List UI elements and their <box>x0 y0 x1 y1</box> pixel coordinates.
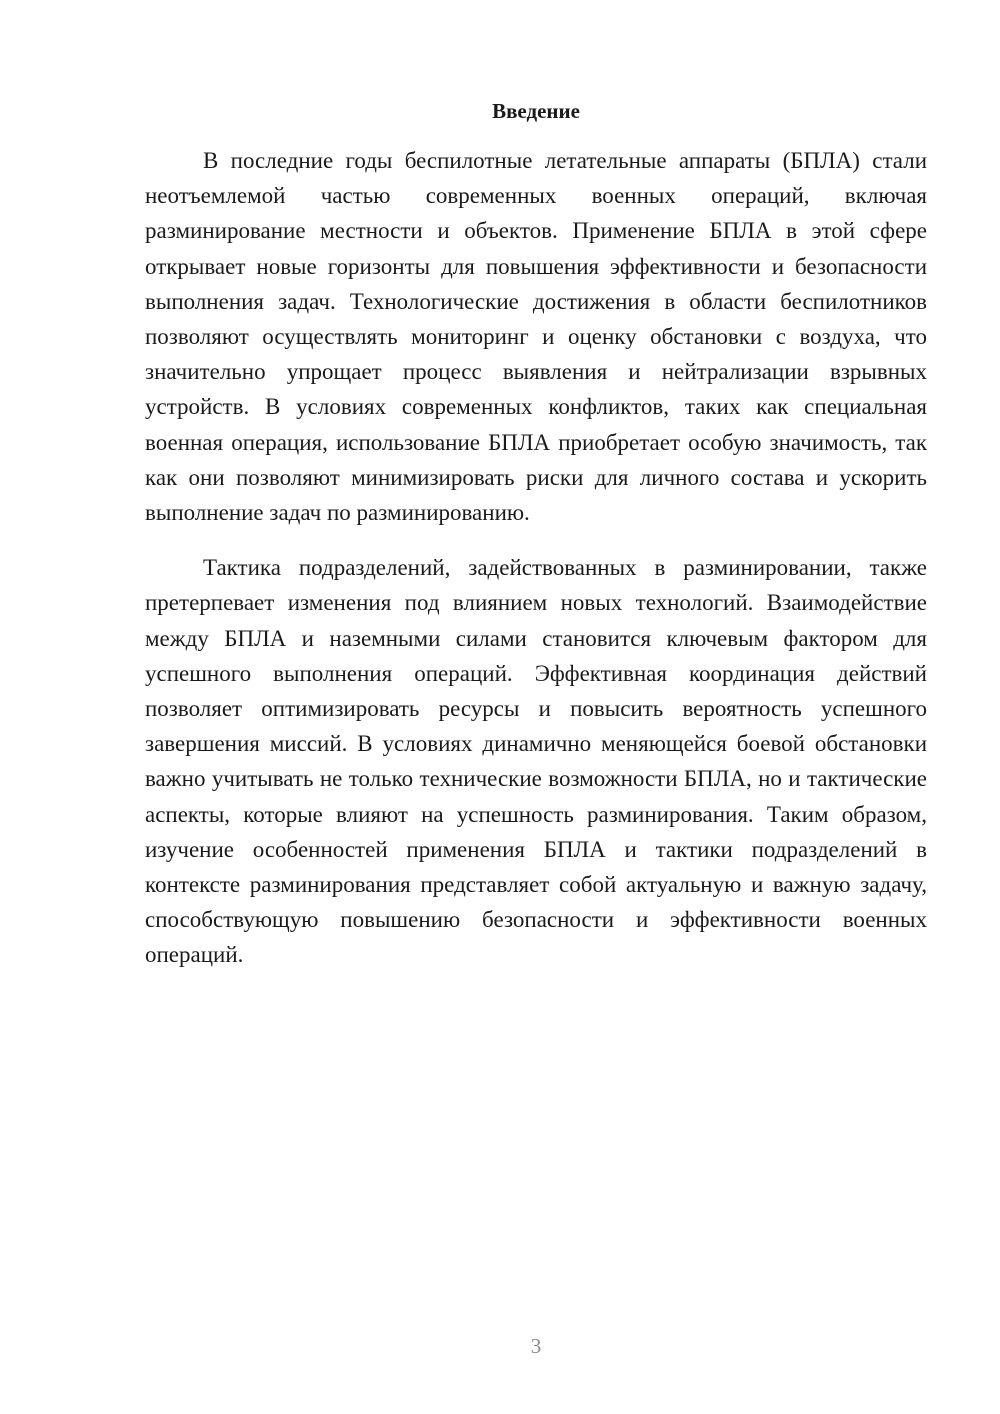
paragraph-2: Тактика подразделений, задействованных в разминировании, также претерпевает изменения под влиянием новых технологий. Взаимодействие между БПЛА и наземными силами становится ключевым фактором для успешного выполнения операций. Эффективная координация действий позволяет оптимизировать ресурсы и повысить вероятность успешного завершения миссий. В условиях динамично меняющейся боевой обстановки важно учитывать не только технические возможности БПЛА, но и тактические аспекты, которые влияют на успешность разминирования. Таким образом, изучение особенностей применения БПЛА и тактики подразделений в контексте разминирования представляет собой актуальную и важную задачу, способствующую повышению безопасности и эффективности военных операций. <box>145 555 927 968</box>
body-text <box>145 143 927 973</box>
page-number: 3 <box>530 1334 542 1358</box>
paragraph-1: В последние годы беспилотные летательные аппараты (БПЛА) стали неотъемлемой частью современных военных операций, включая разминирование местности и объектов. Применение БПЛА в этой сфере открывает новые горизонты для повышения эффективности и безопасности выполнения задач. Технологические достижения в области беспилотников позволяют осуществлять мониторинг и оценку обстановки с воздуха, что значительно упрощает процесс выявления и нейтрализации взрывных устройств. В условиях современных конфликтов, таких как специальная военная операция, использование БПЛА приобретает особую значимость, так как они позволяют минимизировать риски для личного состава и ускорить выполнение задач по разминированию. <box>145 148 927 526</box>
page-title: Введение <box>492 99 580 123</box>
